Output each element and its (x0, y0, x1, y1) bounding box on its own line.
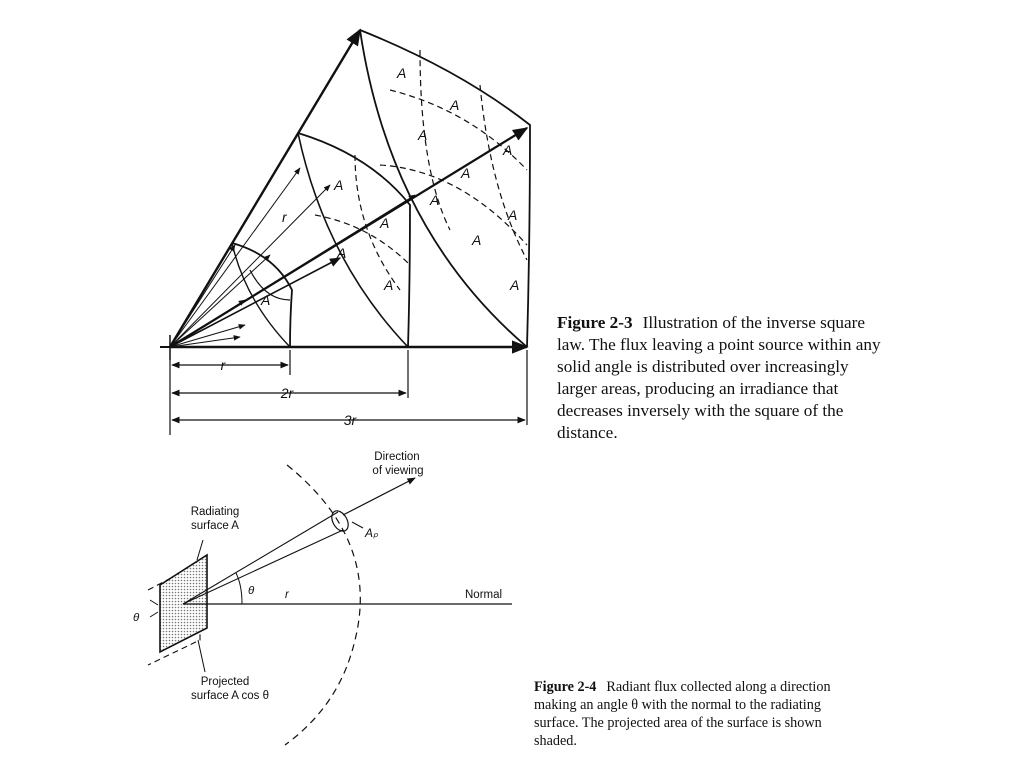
area-label: A (450, 97, 460, 113)
projected-label: Projected (200, 676, 250, 688)
area-label: A (261, 292, 271, 308)
r-label: r (285, 589, 289, 601)
area-label: A (384, 277, 394, 293)
figure-2-3-caption (557, 312, 887, 444)
area-label: A (510, 277, 520, 293)
area-label: A (461, 165, 471, 181)
dim-2r-label: 2r (280, 385, 294, 401)
caption-number: Figure 2-4 (534, 679, 597, 695)
direction-label: Direction (374, 451, 420, 463)
dim-r-label: r (220, 357, 226, 373)
area-label: A (430, 192, 440, 208)
area-label: A (334, 177, 344, 193)
projected-label: surface A cos θ (191, 690, 269, 702)
caption-text: Illustration of the inverse square law. The flux leaving a point source within any solid angle is distributed over increasingly larger areas, producing an irradiance that decreases inversely with the square of the distance. (557, 313, 881, 442)
normal-label: Normal (465, 589, 503, 601)
area-labels (260, 65, 519, 308)
theta-left-label: θ (133, 612, 140, 624)
ap-label: Aₚ (365, 526, 379, 540)
area-label: A (503, 142, 513, 158)
viewing-arc (285, 465, 360, 745)
direction-label: of viewing (372, 465, 424, 477)
area-label: A (380, 215, 390, 231)
caption-text: Radiant flux collected along a direction making an angle θ with the normal to the radiating surface. The projected area of the surface is shown shaded. (534, 679, 831, 749)
area-label: A (397, 65, 407, 81)
area-label: A (418, 127, 428, 143)
radius-label: r (282, 209, 287, 225)
dim-3r-label: 3r (343, 412, 357, 428)
caption-number: Figure 2-3 (557, 313, 633, 332)
area-label: A (337, 245, 347, 261)
radiating-label: Radiating (190, 506, 240, 518)
area-label: A (508, 207, 518, 223)
theta-label: θ (248, 585, 255, 597)
area-label: A (472, 232, 482, 248)
figure-2-4-caption (534, 678, 854, 750)
radiating-label: surface A (191, 520, 239, 532)
